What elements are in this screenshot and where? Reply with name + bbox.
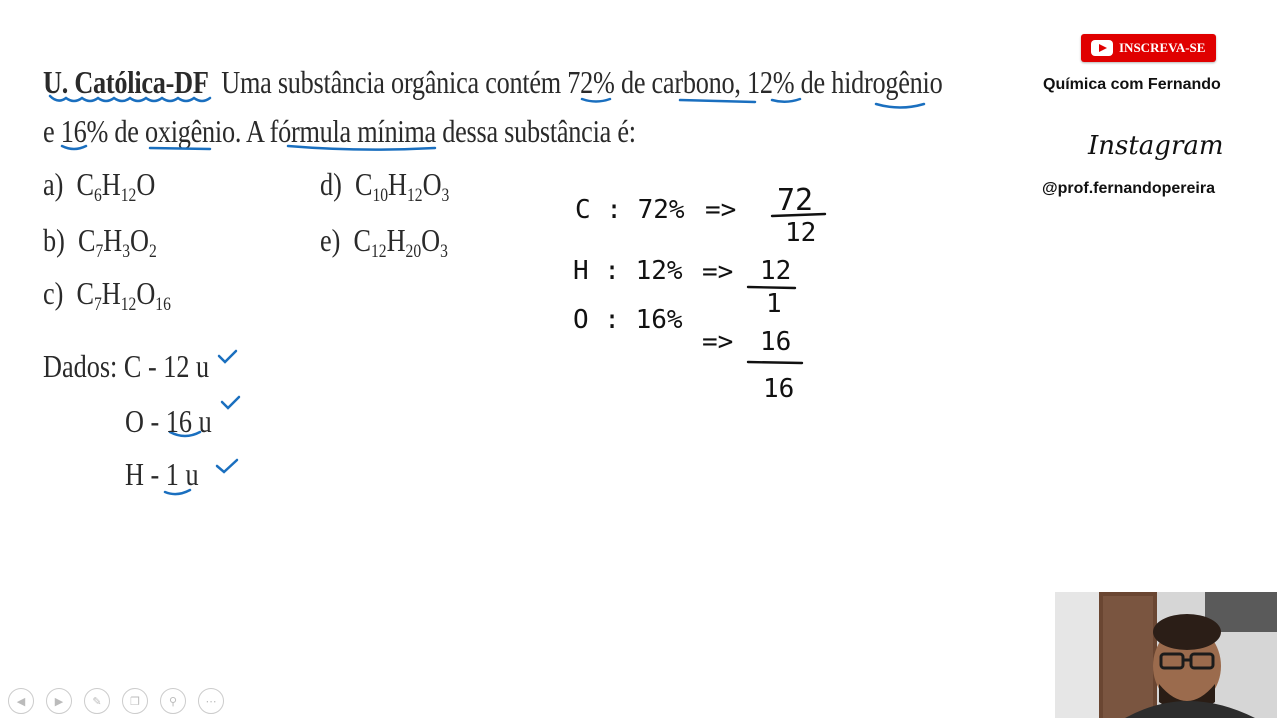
- underline-72: [582, 99, 610, 102]
- formula-part: C: [354, 166, 373, 202]
- formula-sub: 12: [371, 241, 387, 262]
- hand-row-h-den: 1: [766, 289, 782, 319]
- question-source: U. Católica-DF: [43, 64, 209, 100]
- subscribe-button[interactable]: [1081, 34, 1216, 62]
- fraction-bar-2: [748, 287, 795, 288]
- formula-part: O: [130, 222, 149, 258]
- next-icon[interactable]: ▶: [46, 688, 72, 714]
- option-letter: e): [320, 222, 341, 258]
- presentation-toolbar: [8, 688, 224, 714]
- check-h: [217, 460, 237, 472]
- formula-part: O: [136, 275, 156, 311]
- formula-sub: 12: [120, 294, 137, 315]
- channel-name: Química com Fernando: [1043, 76, 1221, 93]
- formula-sub: 6: [94, 185, 102, 206]
- hand-row-c-den: 12: [785, 218, 817, 248]
- formula-sub: 7: [95, 241, 104, 262]
- underline-12: [772, 99, 800, 102]
- formula-part: C: [76, 166, 95, 202]
- formula-sub: 7: [94, 294, 102, 315]
- option-b: [43, 222, 157, 263]
- prev-icon[interactable]: ◀: [8, 688, 34, 714]
- underline-carbono: [680, 100, 755, 102]
- option-letter: c): [43, 275, 64, 311]
- formula-part: C: [77, 222, 96, 258]
- option-letter: b): [43, 222, 65, 258]
- formula-sub: 2: [148, 241, 157, 262]
- dados-label: Dados:: [43, 348, 118, 384]
- webcam-feed: [1055, 592, 1277, 718]
- formula-part: H: [103, 222, 123, 258]
- option-letter: a): [43, 166, 64, 202]
- check-o: [222, 397, 239, 408]
- formula-part: H: [386, 222, 406, 258]
- dados-item: H - 1 u: [125, 456, 199, 492]
- underline-16: [62, 146, 86, 149]
- underline-formula-minima: [288, 146, 435, 150]
- formula-sub: 16: [155, 294, 171, 315]
- formula-part: C: [353, 222, 372, 258]
- hand-row-o-den: 16: [763, 374, 795, 404]
- formula-part: H: [101, 166, 121, 202]
- formula-part: O: [136, 166, 156, 202]
- subscribe-label: INSCREVA-SE: [1119, 40, 1206, 55]
- formula-sub: 3: [441, 185, 450, 206]
- source-wavy-underline: [50, 96, 210, 101]
- option-letter: d): [320, 166, 342, 202]
- option-c: [43, 275, 171, 316]
- dados-row-o: [125, 403, 212, 440]
- check-c: [219, 351, 236, 362]
- hand-row-o-num: 16: [760, 327, 792, 357]
- formula-sub: 12: [120, 185, 137, 206]
- formula-part: C: [76, 275, 95, 311]
- formula-part: O: [421, 222, 441, 258]
- hand-row-h-num: 12: [760, 256, 792, 286]
- formula-part: O: [422, 166, 442, 202]
- formula-sub: 20: [405, 241, 422, 262]
- pen-icon[interactable]: ✎: [84, 688, 110, 714]
- fraction-bar-3: [748, 362, 802, 363]
- more-icon[interactable]: ⋯: [198, 688, 224, 714]
- hand-row-o-arrow: =>: [702, 327, 734, 357]
- dados-item: O - 16 u: [125, 403, 212, 439]
- zoom-icon[interactable]: ⚲: [160, 688, 186, 714]
- question-text-2: e 16% de oxigênio. A fórmula mínima dessa substância é:: [43, 113, 636, 149]
- webcam-image: [1055, 592, 1277, 718]
- dados-row-c: [43, 348, 209, 385]
- formula-part: H: [388, 166, 408, 202]
- option-e: [320, 222, 448, 263]
- dados-item: C - 12 u: [123, 348, 210, 384]
- hand-row-c-left: C : 72%: [575, 195, 685, 225]
- hand-row-c-num: 72: [777, 183, 814, 218]
- hand-row-c-arrow: =>: [705, 195, 737, 225]
- underline-oxigenio: [150, 148, 210, 149]
- hand-row-h-left: H : 12%: [573, 256, 683, 286]
- formula-sub: 3: [440, 241, 448, 262]
- play-icon: [1091, 40, 1113, 56]
- option-d: [320, 166, 449, 207]
- option-a: [43, 166, 155, 207]
- copy-icon[interactable]: ❐: [122, 688, 148, 714]
- formula-sub: 12: [407, 185, 423, 206]
- underline-hidrogenio: [876, 104, 924, 108]
- formula-sub: 3: [122, 241, 131, 262]
- dados-row-h: [125, 456, 199, 493]
- instagram-label: Instagram: [1088, 131, 1224, 161]
- instagram-handle: @prof.fernandopereira: [1042, 180, 1215, 197]
- formula-sub: 10: [372, 185, 389, 206]
- hand-row-h-arrow: =>: [702, 257, 734, 287]
- question-text-1: Uma substância orgânica contém 72% de carbono, 12% de hidrogênio: [221, 64, 943, 100]
- hand-row-o-left: O : 16%: [573, 305, 683, 335]
- formula-part: H: [101, 275, 121, 311]
